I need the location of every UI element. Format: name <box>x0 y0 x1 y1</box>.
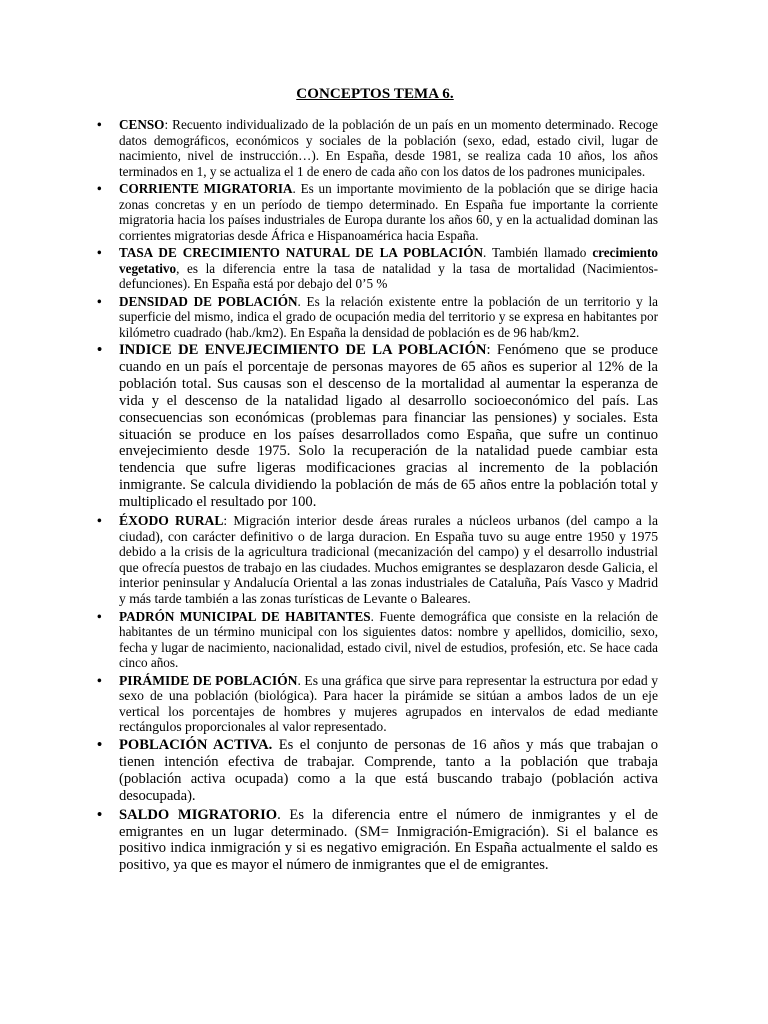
concept-definition: Fuente demográfica que consiste en la relación de habitantes de un término municipal con los siguientes datos: nombre y apellidos, domicilio, sexo, fecha y lugar de nacimiento, nacionalidad, estado civil, nivel de estudios, profesión, etc. Se hace cada cinco años. <box>119 608 658 671</box>
concept-definition: Recuento individualizado de la población de un país en un momento determinado. Recoge datos demográficos, económicos y sociales de la población (sexo, edad, estado civil, lugar de nacimiento, nivel de instrucción…). En España, desde 1981, se realiza cada 10 años, los años terminados en 1, y se actualiza el 1 de enero de cada año con los datos de los padrones municipales. <box>119 117 658 179</box>
concept-definition: Es una gráfica que sirve para representar la estructura por edad y sexo de una población (biológica). Para hacer la pirámide se sitúan a ambos lados de un eje vertical los porcentajes de hombres y mujeres agrupados en intervalos de edad mediante rectángulos proporcionales al valor representado. <box>119 672 658 735</box>
concept-separator: . <box>292 181 296 196</box>
concept-item-piramide <box>92 673 658 735</box>
page-title: CONCEPTOS TEMA 6. <box>296 86 454 102</box>
concept-item-censo <box>92 117 658 179</box>
concept-definition: Es la relación existente entre la población de un territorio y la superficie del mismo, indica el grado de ocupación media del territorio y se expresa en habitantes por kilómetro cuadrado (hab./km2). En España la densidad de población es de 96 hab/km2. <box>119 293 658 340</box>
concept-term: PIRÁMIDE DE POBLACIÓN <box>119 672 298 688</box>
concept-separator: . <box>297 672 301 688</box>
concept-item-corriente-migratoria <box>92 181 658 243</box>
bullet-icon: • <box>97 245 102 260</box>
concept-separator: : <box>486 342 491 358</box>
concept-term: ÉXODO RURAL <box>119 513 224 529</box>
bullet-icon: • <box>97 513 102 529</box>
bullet-icon: • <box>97 737 103 753</box>
concept-definition-part-b: , es la diferencia entre la tasa de natalidad y la tasa de mortalidad (Nacimientos-defunciones). En España está por debajo del 0’5 % <box>119 260 658 291</box>
bullet-icon: • <box>97 672 102 688</box>
concept-list <box>92 117 658 874</box>
concept-term: CENSO <box>119 117 165 132</box>
concept-term: INDICE DE ENVEJECIMIENTO DE LA POBLACIÓN <box>119 342 487 358</box>
concept-term: CORRIENTE MIGRATORIA <box>119 181 293 196</box>
concept-definition: Es la diferencia entre el número de inmigrantes y el de emigrantes en un lugar determinado. (SM= Inmigración-Emigración). Si el balance es positivo indica inmigración y si es negativo emigración. En España actualmente el saldo es positivo, ya que es mayor el número de inmigrantes que el de emigrantes. <box>119 806 658 874</box>
concept-item-exodo-rural <box>92 513 658 607</box>
concept-item-tasa-crecimiento <box>92 245 658 292</box>
bullet-icon: • <box>97 181 102 196</box>
concept-separator: . <box>297 293 301 309</box>
concept-term: DENSIDAD DE POBLACIÓN <box>119 293 298 309</box>
bullet-icon: • <box>97 117 102 132</box>
concept-definition: Migración interior desde áreas rurales a núcleos urbanos (del campo a la ciudad), con carácter definitivo o de larga duracion. En España tuvo su auge entre 1950 y 1975 debido a la crisis de la agricultura tradicional (mecanización del campo) y el desarrollo industrial que ofrecía puestos de trabajo en las ciudades. Muchos emigrantes se desplazaron desde Galicia, el interior peninsular y Andalucía Oriental a las zonas industriales de Cataluña, País Vasco y Madrid y más tarde también a las zonas turísticas de Levante o Baleares. <box>119 513 658 607</box>
concept-term: POBLACIÓN ACTIVA. <box>119 737 273 753</box>
concept-definition-part-a: También llamado <box>486 245 593 260</box>
concept-term-secondary: crecimiento vegetativo <box>119 245 658 276</box>
concept-item-densidad <box>92 294 658 341</box>
concept-definition: Es un importante movimiento de la población que se dirige hacia zonas concretas y en un período de tiempo determinado. En España fue importante la corriente migratoria hacia los países industriales de Europa durante los años 60, y en la actualidad dominan las corrientes migratorias desde África e Hispanoamérica hacia España. <box>119 181 658 243</box>
bullet-icon: • <box>97 342 103 358</box>
concept-separator: . <box>370 608 374 624</box>
bullet-icon: • <box>97 806 103 823</box>
concept-item-envejecimiento <box>92 342 658 511</box>
bullet-icon: • <box>97 293 102 309</box>
concept-separator: . <box>277 806 281 823</box>
concept-item-saldo-migratorio <box>92 807 658 875</box>
concept-term: TASA DE CRECIMIENTO NATURAL DE LA POBLACIÓN <box>119 245 483 260</box>
concept-term: PADRÓN MUNICIPAL DE HABITANTES <box>119 608 371 624</box>
concept-definition: Es el conjunto de personas de 16 años y más que trabajan o tienen intención efectiva de trabajar. Comprende, tanto a la población que trabaja (población activa ocupada) como a la que está buscando trabajo (población activa desocupada). <box>119 737 658 804</box>
concept-separator: : <box>223 513 228 529</box>
concept-item-poblacion-activa <box>92 737 658 805</box>
concept-separator: . <box>482 245 487 260</box>
concept-term: SALDO MIGRATORIO <box>119 806 278 823</box>
concept-item-padron <box>92 609 658 671</box>
bullet-icon: • <box>97 608 102 624</box>
concept-definition: Fenómeno que se produce cuando en un país el porcentaje de personas mayores de 65 años es superior al 12% de la población total. Sus causas son el descenso de la mortalidad al aumentar la esperanza de vida y el descenso de la natalidad ligado al desarrollo socioeconómico del país. Las consecuencias son económicas (problemas para financiar las pensiones) y sociales. Esta situación se produce en los países desarrollados como España, que sufre un continuo envejecimiento desde 1975. Solo la recuperación de la natalidad puede cambiar esta tendencia que sufre ligeras modificaciones gracias al incremento de la población inmigrante. Se calcula dividiendo la población de más de 65 años entre la población total y multiplicado el resultado por 100. <box>119 342 658 511</box>
concept-separator: : <box>164 117 169 132</box>
